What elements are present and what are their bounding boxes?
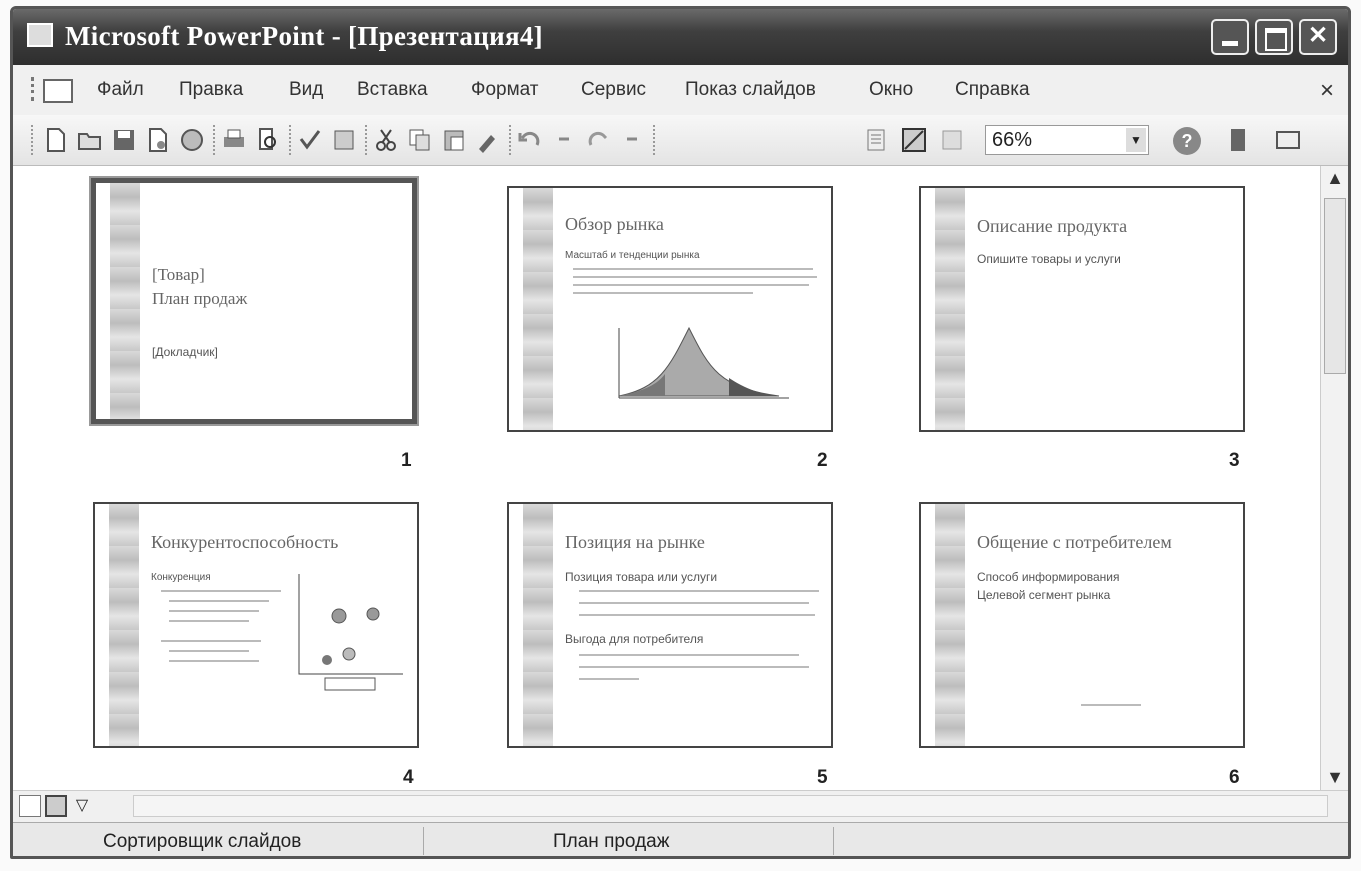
scroll-thumb[interactable] xyxy=(1324,198,1346,374)
open-icon[interactable] xyxy=(77,127,103,153)
text-line xyxy=(169,660,259,662)
slide-decoration xyxy=(523,504,553,746)
slide-bullet: Конкуренция xyxy=(151,572,211,583)
paste-icon[interactable] xyxy=(441,127,467,153)
slide-thumbnail-2[interactable] xyxy=(507,186,833,432)
text-line xyxy=(579,602,809,604)
toolbar-separator xyxy=(213,125,217,155)
slide-subtitle: [Докладчик] xyxy=(152,345,218,359)
app-window xyxy=(10,6,1351,859)
vertical-scrollbar[interactable] xyxy=(1320,166,1349,790)
text-line xyxy=(169,600,269,602)
text-line xyxy=(573,284,809,286)
save-icon[interactable] xyxy=(111,127,137,153)
text-line xyxy=(579,614,815,616)
new-icon[interactable] xyxy=(43,127,69,153)
help-icon[interactable]: ? xyxy=(1173,127,1201,155)
new-slide-icon[interactable] xyxy=(1275,127,1301,153)
document-icon[interactable] xyxy=(43,79,73,103)
toolbar-separator xyxy=(653,125,657,155)
cut-icon[interactable] xyxy=(373,127,399,153)
menu-view[interactable]: Вид xyxy=(289,79,324,100)
toolbar-separator xyxy=(509,125,513,155)
permission-icon[interactable] xyxy=(145,127,171,153)
text-line xyxy=(579,678,639,680)
menu-grip-icon[interactable] xyxy=(31,77,38,101)
slide-sorter-pane xyxy=(13,166,1320,790)
email-icon[interactable] xyxy=(179,127,205,153)
scatter-chart-icon xyxy=(285,564,409,694)
slide-title: Общение с потребителем xyxy=(977,532,1172,552)
menu-window[interactable]: Окно xyxy=(869,79,914,100)
slide-number: 2 xyxy=(817,450,828,471)
standard-toolbar xyxy=(13,115,1348,166)
slide-bullet: Позиция товара или услуги xyxy=(565,570,718,584)
undo-dropdown-icon[interactable] xyxy=(551,127,577,153)
maximize-button[interactable] xyxy=(1255,19,1293,55)
toolbar-options-icon[interactable] xyxy=(1225,127,1251,153)
menu-format[interactable]: Формат xyxy=(471,79,539,100)
scroll-up-icon[interactable]: ▲ xyxy=(1326,168,1344,188)
status-design: План продаж xyxy=(553,831,670,852)
print-icon[interactable] xyxy=(221,127,247,153)
text-line xyxy=(169,650,249,652)
slide-bullet: Целевой сегмент рынка xyxy=(977,588,1111,602)
slide-number: 3 xyxy=(1229,450,1240,471)
bell-curve-chart-icon xyxy=(599,308,799,408)
menu-edit[interactable]: Правка xyxy=(179,79,244,100)
document-close-icon[interactable]: × xyxy=(1319,77,1334,104)
text-line xyxy=(1081,704,1141,706)
text-line xyxy=(573,292,753,294)
slide-decoration xyxy=(935,504,965,746)
menu-slideshow[interactable]: Показ слайдов xyxy=(685,79,816,100)
redo-icon[interactable] xyxy=(585,127,611,153)
status-divider xyxy=(833,827,834,855)
copy-icon[interactable] xyxy=(407,127,433,153)
title-bar xyxy=(13,9,1348,65)
expand-icon[interactable] xyxy=(863,127,889,153)
menu-file[interactable]: Файл xyxy=(97,79,144,100)
spelling-icon[interactable] xyxy=(297,127,323,153)
format-painter-icon[interactable] xyxy=(475,127,501,153)
chevron-down-icon[interactable]: ▼ xyxy=(1126,128,1146,152)
window-title: Microsoft PowerPoint - [Презентация4] xyxy=(65,21,543,51)
slide-bullet: Масштаб и тенденции рынка xyxy=(565,250,700,261)
normal-view-icon[interactable] xyxy=(19,795,41,817)
powerpoint-app-icon[interactable] xyxy=(27,23,53,47)
text-line xyxy=(169,610,259,612)
slide-number: 1 xyxy=(401,450,412,471)
text-line xyxy=(161,590,281,592)
color-icon[interactable] xyxy=(939,127,965,153)
slide-title: Конкурентоспособность xyxy=(151,532,339,552)
text-line xyxy=(161,640,261,642)
text-line xyxy=(169,620,249,622)
slide-thumbnail-5[interactable] xyxy=(507,502,833,748)
status-bar xyxy=(13,822,1348,859)
undo-icon[interactable] xyxy=(517,127,543,153)
grayscale-icon[interactable] xyxy=(901,127,927,153)
zoom-value: 66% xyxy=(992,129,1033,151)
horizontal-scrollbar[interactable] xyxy=(133,795,1328,817)
slide-number: 5 xyxy=(817,767,828,788)
slide-bullet: Опишите товары и услуги xyxy=(977,252,1121,266)
minimize-button[interactable] xyxy=(1211,19,1249,55)
toolbar-grip[interactable] xyxy=(31,125,35,155)
slide-decoration xyxy=(109,504,139,746)
slide-decoration xyxy=(110,183,140,419)
research-icon[interactable] xyxy=(331,127,357,153)
view-buttons-bar xyxy=(13,790,1348,823)
slide-thumbnail-3[interactable] xyxy=(919,186,1245,432)
slide-decoration xyxy=(523,188,553,430)
text-line xyxy=(579,590,819,592)
menu-insert[interactable]: Вставка xyxy=(357,79,428,100)
slide-decoration xyxy=(935,188,965,430)
slide-bullet: Способ информирования xyxy=(977,570,1120,584)
menu-bar xyxy=(13,65,1348,116)
text-line xyxy=(573,268,813,270)
toolbar-separator xyxy=(365,125,369,155)
status-view: Сортировщик слайдов xyxy=(103,831,302,852)
slide-title: Обзор рынка xyxy=(565,214,664,234)
scroll-down-icon[interactable]: ▼ xyxy=(1326,767,1344,787)
redo-dropdown-icon[interactable] xyxy=(619,127,645,153)
slide-title: Позиция на рынке xyxy=(565,532,705,552)
slide-title-line: [Товар] xyxy=(152,265,205,284)
slide-thumbnail-6[interactable] xyxy=(919,502,1245,748)
slide-sorter-view-icon[interactable] xyxy=(45,795,67,817)
slide-thumbnail-4[interactable] xyxy=(93,502,419,748)
print-preview-icon[interactable] xyxy=(255,127,281,153)
zoom-box[interactable] xyxy=(985,125,1149,155)
slide-thumbnail-1[interactable] xyxy=(91,178,417,424)
slide-number: 6 xyxy=(1229,767,1240,788)
slide-bullet: Выгода для потребителя xyxy=(565,632,704,646)
close-button[interactable]: ✕ xyxy=(1299,19,1337,55)
slide-title-line: План продаж xyxy=(152,289,248,308)
text-line xyxy=(573,276,817,278)
text-line xyxy=(579,654,799,656)
toolbar-separator xyxy=(289,125,293,155)
menu-tools[interactable]: Сервис xyxy=(581,79,647,100)
slide-title: Описание продукта xyxy=(977,216,1128,236)
text-line xyxy=(579,666,809,668)
slideshow-view-icon[interactable]: ▽ xyxy=(75,797,89,814)
slide-number: 4 xyxy=(403,767,414,788)
status-divider xyxy=(423,827,424,855)
menu-help[interactable]: Справка xyxy=(955,79,1030,100)
